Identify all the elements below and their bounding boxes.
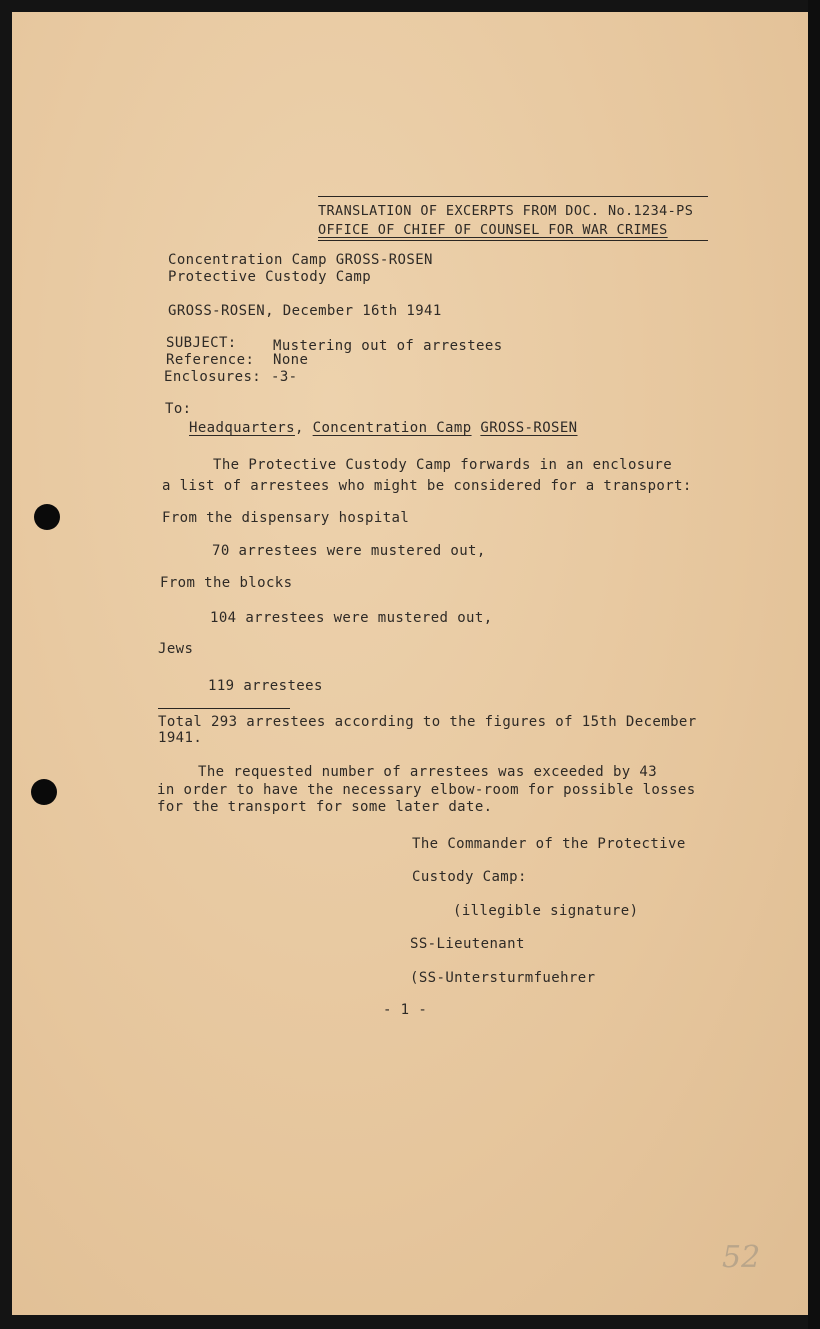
punch-hole bbox=[34, 504, 60, 530]
header-rule-bottom bbox=[318, 240, 708, 241]
signature-line-1: The Commander of the Protective bbox=[412, 836, 686, 852]
closing-line-3: for the transport for some later date. bbox=[157, 799, 493, 815]
group-heading: Jews bbox=[158, 641, 194, 657]
addressee bbox=[189, 420, 578, 436]
header-line-2: OFFICE OF CHIEF OF COUNSEL FOR WAR CRIMES bbox=[318, 222, 668, 238]
signature-line-3: (illegible signature) bbox=[453, 903, 639, 919]
signature-line-4: SS-Lieutenant bbox=[410, 936, 525, 952]
header-line-1: TRANSLATION OF EXCERPTS FROM DOC. No.1234-PS bbox=[318, 203, 694, 219]
enclosures-label: Enclosures: bbox=[164, 369, 262, 385]
intro-line-2: a list of arrestees who might be considered for a transport: bbox=[162, 478, 692, 494]
addressee-part-3: GROSS-ROSEN bbox=[480, 420, 578, 436]
addressee-part-2: Concentration Camp bbox=[312, 420, 472, 436]
reference-label: Reference: bbox=[166, 352, 255, 368]
handwritten-page-number: 52 bbox=[722, 1240, 761, 1275]
closing-line-1: The requested number of arrestees was exceeded by 43 bbox=[198, 764, 658, 780]
group-heading: From the blocks bbox=[160, 575, 293, 591]
enclosures-value: -3- bbox=[271, 369, 298, 385]
group-detail: 104 arrestees were mustered out, bbox=[210, 610, 493, 626]
header-rule-top bbox=[318, 196, 708, 197]
intro-line-1: The Protective Custody Camp forwards in an enclosure bbox=[213, 457, 673, 473]
group-heading: From the dispensary hospital bbox=[162, 510, 410, 526]
group-detail: 119 arrestees bbox=[208, 678, 323, 694]
total-rule bbox=[158, 708, 290, 709]
total-line-2: 1941. bbox=[158, 730, 203, 746]
group-detail: 70 arrestees were mustered out, bbox=[212, 543, 486, 559]
dateline: GROSS-ROSEN, December 16th 1941 bbox=[168, 303, 442, 319]
sender-line-2: Protective Custody Camp bbox=[168, 269, 372, 285]
closing-line-2: in order to have the necessary elbow-room for possible losses bbox=[157, 782, 696, 798]
scan-edge bbox=[808, 0, 820, 1329]
page-number: - 1 - bbox=[383, 1002, 428, 1018]
sender-line-1: Concentration Camp GROSS-ROSEN bbox=[168, 252, 433, 268]
addressee-separator: , bbox=[294, 420, 313, 436]
reference-value: None bbox=[273, 352, 309, 368]
total-line-1: Total 293 arrestees according to the figures of 15th December bbox=[158, 714, 697, 730]
punch-hole bbox=[31, 779, 57, 805]
to-label: To: bbox=[165, 401, 192, 417]
subject-value: Mustering out of arrestees bbox=[273, 338, 503, 354]
subject-label: SUBJECT: bbox=[166, 335, 237, 351]
signature-line-5: (SS-Untersturmfuehrer bbox=[410, 970, 596, 986]
signature-line-2: Custody Camp: bbox=[412, 869, 527, 885]
addressee-part-1: Headquarters bbox=[189, 420, 295, 436]
